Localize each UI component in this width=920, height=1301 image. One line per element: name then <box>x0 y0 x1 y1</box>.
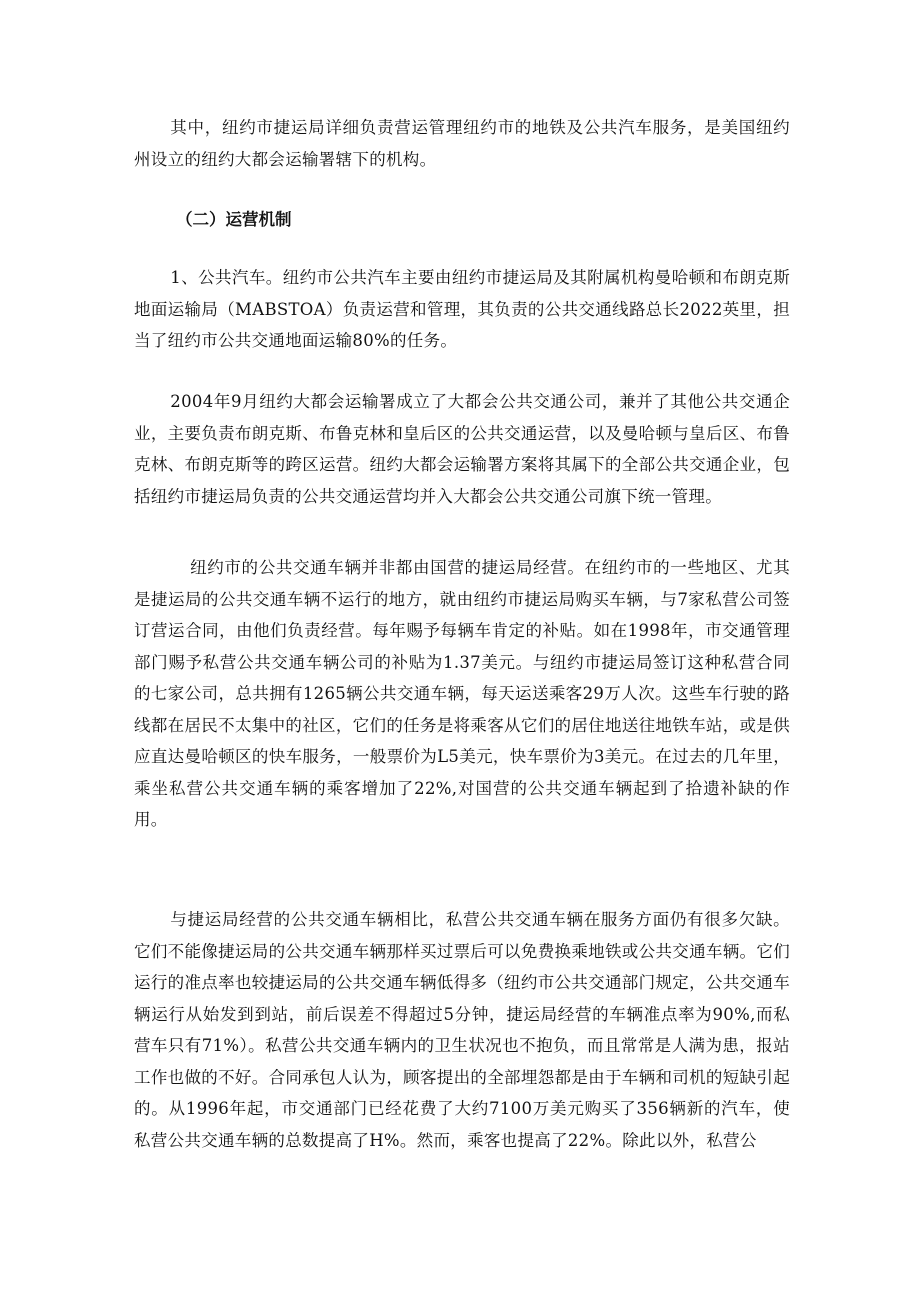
section-heading-operating-mechanism: （二）运营机制 <box>176 210 292 229</box>
paragraph-subway-bus-authority: 其中，纽约市捷运局详细负责营运管理纽约市的地铁及公共汽车服务，是美国纽约州设立的纽约大都会运输署辖下的机构。 <box>134 118 790 169</box>
paragraph-public-bus: 1、公共汽车。纽约市公共汽车主要由纽约市捷运局及其附属机构曼哈顿和布朗克斯地面运输局（MABSTOA）负责运营和管理，其负责的公共交通线路总长2022英里，担当了纽约市公共交通地面运输80%的任务。 <box>134 268 790 350</box>
paragraph-private-operators: 纽约市的公共交通车辆并非都由国营的捷运局经营。在纽约市的一些地区、尤其是捷运局的公共交通车辆不运行的地方，就由纽约市捷运局购买车辆，与7家私营公司签订营运合同，由他们负责经营。每年赐予每辆车肯定的补贴。如在1998年，市交通管理部门赐予私营公共交通车辆公司的补贴为1.37美元。与纽约市捷运局签订这种私营合同的七家公司，总共拥有1265辆公共交通车辆，每天运送乘客29万人次。这些车行驶的路线都在居民不太集中的社区，它们的任务是将乘客从它们的居住地送往地铁车站，或是供应直达曼哈顿区的快车服务，一般票价为L5美元，快车票价为3美元。在过去的几年里，乘坐私营公共交通车辆的乘客增加了22%,对国营的公共交通车辆起到了拾遗补缺的作用。 <box>134 558 790 829</box>
paragraph-service-comparison: 与捷运局经营的公共交通车辆相比，私营公共交通车辆在服务方面仍有很多欠缺。它们不能像捷运局的公共交通车辆那样买过票后可以免费换乘地铁或公共交通车辆。它们运行的准点率也较捷运局的公共交通车辆低得多（纽约市公共交通部门规定，公共交通车辆运行从始发到到站，前后误差不得超过5分钟，捷运局经营的车辆准点率为90%,而私营车只有71%）。私营公共交通车辆内的卫生状况也不抱负，而且常常是人满为患，报站工作也做的不好。合同承包人认为，顾客提出的全部埋怨都是由于车辆和司机的短缺引起的。从1996年起，市交通部门已经花费了大约7100万美元购买了356辆新的汽车，使私营公共交通车辆的总数提高了H%。然而，乘客也提高了22%。除此以外，私营公 <box>134 910 790 1150</box>
paragraph-mta-bus-company: 2004年9月纽约大都会运输署成立了大都会公共交通公司，兼并了其他公共交通企业，主要负责布朗克斯、布鲁克林和皇后区的公共交通运营，以及曼哈顿与皇后区、布鲁克林、布朗克斯等的跨区运营。纽约大都会运输署方案将其属下的全部公共交通企业，包括纽约市捷运局负责的公共交通运营均并入大都会公共交通公司旗下统一管理。 <box>134 392 790 506</box>
